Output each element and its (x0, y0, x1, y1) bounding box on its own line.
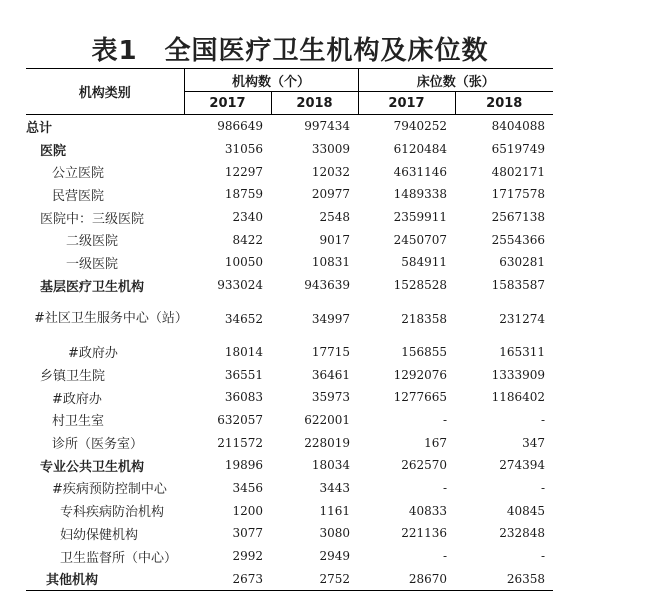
row-value: 622001 (304, 412, 351, 427)
row-label: 总计 (26, 120, 53, 136)
table-row (26, 363, 553, 386)
table-row (26, 477, 553, 500)
table-row (26, 545, 553, 568)
row-value: 165311 (499, 344, 546, 359)
row-value: 2548 (319, 210, 351, 225)
table-row (26, 206, 553, 229)
row-value: 6519749 (491, 142, 546, 157)
row-label: 诊所（医务室） (52, 437, 144, 453)
row-label: 卫生监督所（中心） (60, 550, 178, 566)
row-value: 167 (424, 435, 448, 450)
row-value: 28670 (358, 567, 455, 590)
row-value: 10831 (311, 255, 351, 270)
row-label: 一级医院 (66, 256, 119, 272)
row-label: 村卫生室 (52, 414, 105, 430)
row-value: 933024 (217, 278, 263, 293)
table-row (26, 341, 553, 364)
row-value: 2949 (319, 549, 351, 564)
row-value: 3077 (232, 526, 263, 541)
row-value: 12032 (311, 164, 351, 179)
row-label: 其他机构 (26, 567, 184, 590)
row-value: 1717578 (491, 187, 546, 202)
institutions-table (26, 68, 553, 591)
row-value: 3443 (319, 480, 351, 495)
row-label: 妇幼保健机构 (60, 527, 139, 543)
table-row (26, 499, 553, 522)
row-value: 34652 (224, 311, 263, 326)
row-value: 632057 (217, 412, 263, 427)
row-value: - (442, 412, 448, 427)
table-row (26, 567, 553, 590)
table-body (26, 115, 553, 591)
row-value: 2752 (271, 567, 358, 590)
row-value: 2554366 (491, 232, 546, 247)
row-value: 17715 (311, 344, 351, 359)
table-title: 表1 全国医疗卫生机构及床位数 (91, 36, 489, 66)
row-value: 584911 (401, 255, 448, 270)
row-value: - (442, 480, 448, 495)
row-value: 10050 (224, 255, 263, 270)
row-label: #政府办 (52, 391, 102, 407)
year-header: 2017 (184, 92, 271, 115)
table-row (26, 409, 553, 432)
table-row (26, 160, 553, 183)
row-value: 1161 (319, 503, 351, 518)
row-value: 232848 (499, 526, 546, 541)
row-value: 2673 (184, 567, 271, 590)
row-value: - (540, 549, 546, 564)
year-header: 2018 (271, 92, 358, 115)
row-value: 997434 (304, 119, 351, 134)
row-label: #社区卫生服务中心（站） (34, 311, 188, 326)
row-value: 4802171 (491, 164, 546, 179)
table-row (26, 454, 553, 477)
row-value: 1200 (232, 503, 263, 518)
row-label: 专业公共卫生机构 (40, 459, 145, 475)
row-value: 1333909 (491, 367, 546, 382)
row-value: 1583587 (491, 278, 546, 293)
row-label: 医院 (40, 143, 67, 159)
row-value: 36551 (224, 367, 263, 382)
row-value: 3456 (232, 480, 263, 495)
table-row (26, 228, 553, 251)
row-label: #疾病预防控制中心 (52, 482, 167, 498)
row-value: 6120484 (393, 142, 448, 157)
row-value: 221136 (401, 526, 448, 541)
row-value: 9017 (319, 232, 351, 247)
beds-header: 床位数（张） (358, 69, 553, 92)
row-label: 专科疾病防治机构 (60, 505, 165, 521)
row-value: 347 (522, 435, 546, 450)
row-label: #政府办 (68, 346, 118, 362)
row-value: 2450707 (393, 232, 448, 247)
row-value: 4631146 (393, 164, 448, 179)
row-value: 40845 (506, 503, 546, 518)
row-label: 乡镇卫生院 (40, 369, 106, 385)
row-value: 40833 (408, 503, 448, 518)
row-value: 12297 (224, 164, 263, 179)
table-row (26, 297, 553, 341)
row-value: 3080 (319, 526, 351, 541)
row-label: 民营医院 (52, 188, 105, 204)
row-value: 228019 (304, 435, 351, 450)
table-row (26, 115, 553, 138)
row-value: 18759 (224, 187, 263, 202)
row-value: 1489338 (393, 187, 448, 202)
row-value: 8422 (232, 232, 263, 247)
table-row (26, 251, 553, 274)
row-value: 274394 (499, 458, 546, 473)
row-value: 18034 (311, 458, 351, 473)
row-value: 2567138 (491, 210, 546, 225)
row-value: - (540, 480, 546, 495)
row-value: 218358 (401, 311, 448, 326)
row-value: 630281 (499, 255, 546, 270)
row-value: 1528528 (393, 278, 448, 293)
row-value: 986649 (217, 119, 263, 134)
institutions-header: 机构数（个） (184, 69, 358, 92)
table-row (26, 386, 553, 409)
row-value: 8404088 (491, 119, 546, 134)
row-value: 20977 (311, 187, 351, 202)
row-label: 基层医疗卫生机构 (40, 279, 145, 295)
category-header: 机构类别 (26, 69, 184, 115)
row-value: 7940252 (393, 119, 448, 134)
row-label: 医院中：三级医院 (40, 211, 145, 227)
row-value: 156855 (401, 344, 448, 359)
table-row (26, 522, 553, 545)
row-value: 211572 (217, 435, 263, 450)
row-label: 二级医院 (66, 234, 119, 250)
table-row (26, 138, 553, 161)
row-value: 1186402 (491, 390, 546, 405)
row-value: 36083 (224, 390, 263, 405)
table-row (26, 431, 553, 454)
row-value: 33009 (311, 142, 351, 157)
row-value: 18014 (224, 344, 263, 359)
row-value: - (442, 549, 448, 564)
row-value: 36461 (311, 367, 351, 382)
row-value: 1292076 (393, 367, 448, 382)
row-value: - (540, 412, 546, 427)
row-value: 2359911 (393, 210, 448, 225)
row-value: 31056 (224, 142, 263, 157)
row-value: 19896 (224, 458, 263, 473)
table-row (26, 274, 553, 297)
row-value: 35973 (311, 390, 351, 405)
table-row (26, 183, 553, 206)
row-label: 公立医院 (52, 166, 105, 182)
year-header: 2017 (358, 92, 455, 115)
year-header: 2018 (455, 92, 553, 115)
row-value: 943639 (304, 278, 351, 293)
row-value: 2992 (232, 549, 263, 564)
row-value: 2340 (232, 210, 263, 225)
row-value: 26358 (455, 567, 553, 590)
row-value: 231274 (499, 311, 546, 326)
row-value: 1277665 (393, 390, 448, 405)
row-value: 34997 (311, 311, 351, 326)
row-value: 262570 (401, 458, 448, 473)
